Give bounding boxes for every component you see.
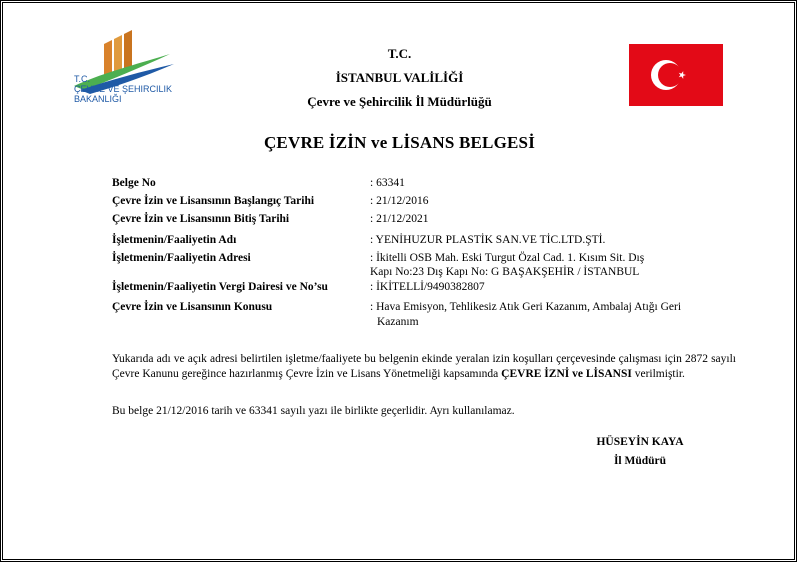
field-value-subject-line2: Kazanım: [377, 316, 419, 328]
field-value-start-date: : 21/12/2016: [370, 195, 429, 207]
field-value-company-name: : YENİHUZUR PLASTİK SAN.VE TİC.LTD.ŞTİ.: [370, 234, 606, 246]
field-label-end-date: Çevre İzin ve Lisansının Bitiş Tarihi: [112, 213, 290, 225]
field-label-subject: Çevre İzin ve Lisansının Konusu: [112, 301, 273, 313]
document-title: ÇEVRE İZİN ve LİSANS BELGESİ: [263, 133, 536, 152]
field-value-subject: : Hava Emisyon, Tehlikesiz Atık Geri Kazanım, Ambalaj Atığı Geri: [370, 301, 682, 313]
field-value-end-date: : 21/12/2021: [370, 213, 429, 225]
body-paragraph-text: Yukarıda adı ve açık adresi belirtilen işletme/faaliyete bu belgenin ekinde yeralan izin koşulları çerçevesinde çalışması için 2872 sayılı Çevre Kanunu gereğince hazırlanmış Çevre İzin ve Lisans Yönetmeliği kapsamında: [112, 353, 736, 380]
header-governorship: İSTANBUL VALİLİĞİ: [335, 70, 464, 85]
signatory-name: HÜSEYİN KAYA: [596, 436, 684, 448]
field-value-address-line2: Kapı No:23 Dış Kapı No: G BAŞAKŞEHİR / İSTANBUL: [370, 266, 640, 278]
field-label-belge-no: Belge No: [112, 177, 156, 189]
field-label-start-date: Çevre İzin ve Lisansının Başlangıç Tarihi: [112, 195, 315, 207]
logo-text-line3: BAKANLIĞI: [74, 94, 122, 104]
body-paragraph-bold: ÇEVRE İZNİ ve LİSANSI: [501, 368, 632, 380]
field-value-tax-office: : İKİTELLİ/9490382807: [370, 281, 485, 293]
body-paragraph: [112, 352, 736, 382]
field-label-address: İşletmenin/Faaliyetin Adresi: [112, 252, 251, 264]
header-directorate: Çevre ve Şehircilik İl Müdürlüğü: [307, 94, 492, 109]
validity-paragraph: Bu belge 21/12/2016 tarih ve 63341 sayılı yazı ile birlikte geçerlidir. Ayrı kullanılamaz.: [112, 405, 515, 417]
signatory-title: İl Müdürü: [613, 455, 667, 467]
field-value-belge-no: : 63341: [370, 177, 405, 189]
field-label-company-name: İşletmenin/Faaliyetin Adı: [112, 234, 237, 246]
logo-text-line1: T.C.: [74, 74, 91, 84]
body-paragraph-tail: verilmiştir.: [631, 368, 685, 380]
logo-text-line2: ÇEVRE VE ŞEHIRCILIK: [74, 84, 173, 94]
header-tc: T.C.: [387, 46, 412, 61]
field-value-address: : İkitelli OSB Mah. Eski Turgut Özal Cad. 1. Kısım Sit. Dış: [370, 252, 645, 264]
field-label-tax-office: İşletmenin/Faaliyetin Vergi Dairesi ve No’su: [112, 281, 328, 293]
